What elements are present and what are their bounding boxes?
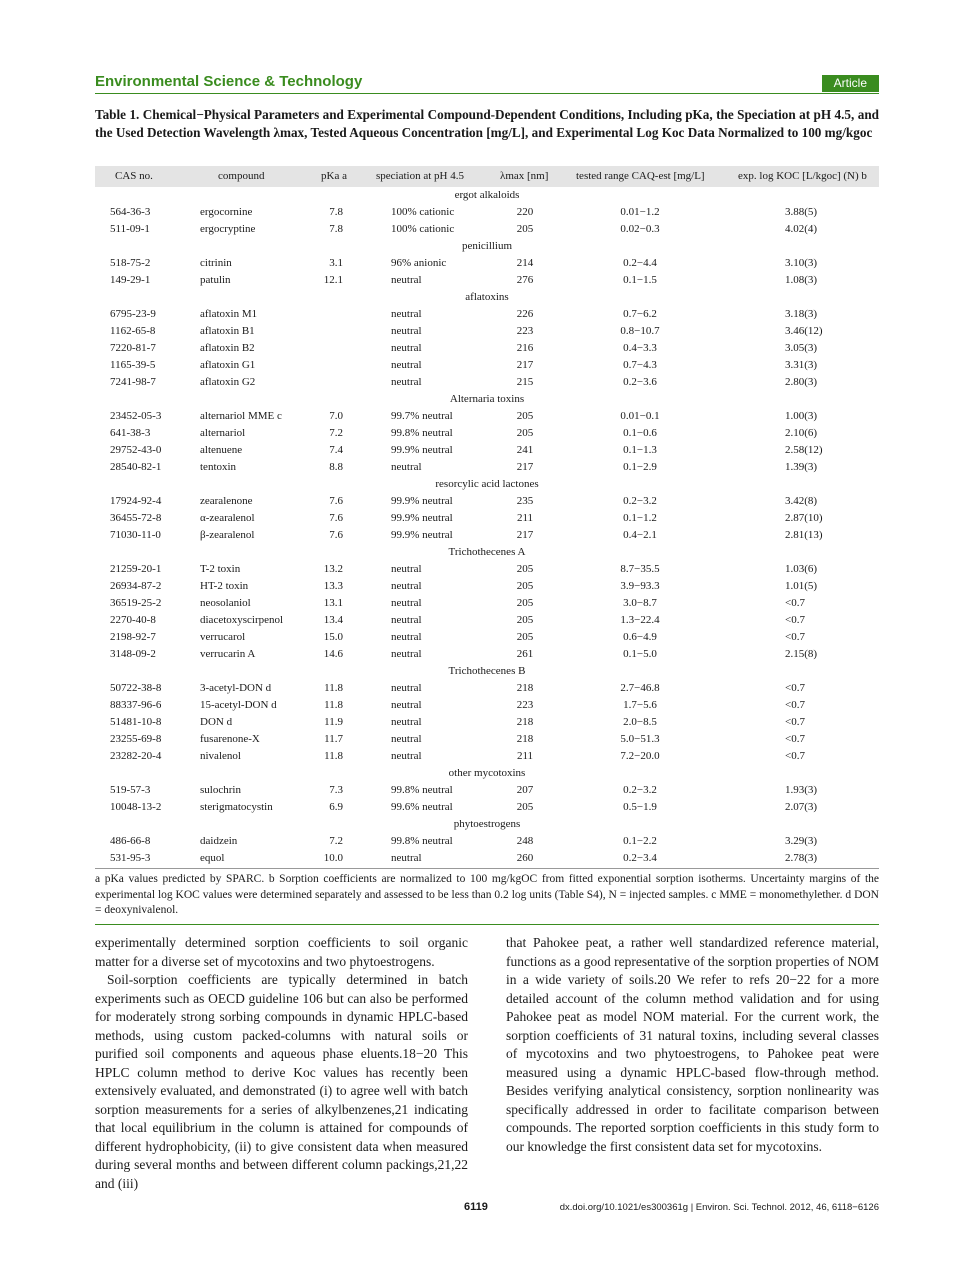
pka-cell: 8.8 [329, 461, 343, 473]
paragraph: that Pahokee peat, a rather well standardized reference material, functions as a good representative of the sorption properties of NOM in a wide variety of soils.20 We refer to refs 20−22 for a more detailed account of the column method validation and for using Pahokee peat as model NOM material. For the current work, the sorption coefficients of 31 natural toxins, including several classes of mycotoxins and two phytoestrogens, to Pahokee peat were measured using a dynamic HPLC-based flow-through method. Besides verifying analytical consistency, sorption nonlinearity was specifically addressed in order to facilitate comparison between compounds. The reported sorption coefficients in this study form to our knowledge the first consistent data set for mycotoxins. [506, 935, 879, 1154]
table-row [95, 255, 879, 272]
table-group-heading: Trichothecenes B [448, 665, 526, 677]
speciation-cell: neutral [391, 648, 422, 660]
koc-cell: 2.07(3) [785, 801, 818, 813]
speciation-cell: 99.7% neutral [391, 410, 453, 422]
koc-cell: <0.7 [785, 597, 805, 609]
range-cell: 3.9−93.3 [620, 580, 660, 592]
table-row [95, 527, 879, 544]
speciation-cell: 99.9% neutral [391, 529, 453, 541]
speciation-cell: neutral [391, 631, 422, 643]
range-cell: 0.01−0.1 [620, 410, 660, 422]
cas-cell: 23452-05-3 [110, 410, 162, 422]
header-lambda: λmax [nm] [500, 170, 549, 182]
pka-cell: 3.1 [329, 257, 343, 269]
table-group-heading: phytoestrogens [453, 818, 521, 830]
range-cell: 0.7−6.2 [623, 308, 657, 320]
compound-cell: 15-acetyl-DON d [200, 699, 277, 711]
speciation-cell: neutral [391, 699, 422, 711]
pka-cell: 6.9 [329, 801, 343, 813]
speciation-cell: neutral [391, 682, 422, 694]
table-row [95, 323, 879, 340]
table-row [95, 833, 879, 850]
compound-cell: HT-2 toxin [200, 580, 249, 592]
cas-cell: 3148-09-2 [110, 648, 156, 660]
range-cell: 5.0−51.3 [620, 733, 660, 745]
koc-cell: <0.7 [785, 750, 805, 762]
page-number: 6119 [464, 1201, 488, 1213]
koc-cell: 3.88(5) [785, 206, 818, 218]
range-cell: 0.2−3.4 [623, 852, 657, 864]
speciation-cell: neutral [391, 733, 422, 745]
cas-cell: 149-29-1 [110, 274, 151, 286]
speciation-cell: neutral [391, 750, 422, 762]
speciation-cell: neutral [391, 580, 422, 592]
koc-cell: 2.78(3) [785, 852, 818, 864]
cas-cell: 531-95-3 [110, 852, 151, 864]
pka-cell: 13.1 [323, 597, 343, 609]
koc-cell: 4.02(4) [785, 223, 818, 235]
table-row [95, 374, 879, 391]
compound-cell: fusarenone-X [200, 733, 260, 745]
lambda-cell: 260 [516, 852, 534, 864]
koc-cell: 2.10(6) [785, 427, 818, 439]
table-row [95, 595, 879, 612]
lambda-cell: 215 [516, 376, 534, 388]
table-row [95, 306, 879, 323]
pka-cell: 7.6 [329, 512, 343, 524]
cas-cell: 7241-98-7 [110, 376, 156, 388]
lambda-cell: 205 [516, 631, 534, 643]
header-range: tested range CAQ-est [mg/L] [576, 170, 705, 182]
table-row [95, 646, 879, 663]
speciation-cell: neutral [391, 852, 422, 864]
range-cell: 0.1−2.9 [623, 461, 657, 473]
footnote-rule [95, 924, 879, 925]
cas-cell: 1162-65-8 [110, 325, 156, 337]
cas-cell: 50722-38-8 [110, 682, 162, 694]
range-cell: 0.8−10.7 [620, 325, 660, 337]
pka-cell: 7.6 [329, 529, 343, 541]
koc-cell: 3.10(3) [785, 257, 818, 269]
compound-cell: DON d [200, 716, 233, 728]
table-group-heading: penicillium [461, 240, 513, 252]
lambda-cell: 205 [516, 614, 534, 626]
table-group-heading: ergot alkaloids [454, 189, 520, 201]
header-compound: compound [218, 170, 265, 182]
speciation-cell: 100% cationic [391, 223, 455, 235]
range-cell: 0.2−3.6 [623, 376, 657, 388]
koc-cell: 1.03(6) [785, 563, 818, 575]
lambda-cell: 205 [516, 223, 534, 235]
compound-cell: β-zearalenol [200, 529, 255, 541]
cas-cell: 71030-11-0 [110, 529, 161, 541]
koc-cell: 2.81(13) [785, 529, 823, 541]
lambda-cell: 217 [516, 461, 534, 473]
cas-cell: 2198-92-7 [110, 631, 156, 643]
pka-cell: 12.1 [323, 274, 343, 286]
lambda-cell: 205 [516, 427, 534, 439]
speciation-cell: 96% anionic [391, 257, 447, 269]
speciation-cell: neutral [391, 325, 422, 337]
koc-cell: 3.42(8) [785, 495, 818, 507]
speciation-cell: 99.8% neutral [391, 835, 453, 847]
table-row [95, 272, 879, 289]
caption-text: Table 1. Chemical−Physical Parameters and Experimental Compound-Dependent Conditions, Including pKa, the Speciation at pH 4.5, and the Used Detection Wavelength λmax, Tested Aqueous Concentration [mg/L], and Experimental Log Koc Data Normalized to 100 mg/kgoc [95, 107, 879, 140]
cas-cell: 518-75-2 [110, 257, 151, 269]
range-cell: 2.7−46.8 [620, 682, 660, 694]
koc-cell: <0.7 [785, 733, 805, 745]
cas-cell: 51481-10-8 [110, 716, 162, 728]
compound-cell: citrinin [200, 257, 232, 269]
compound-cell: aflatoxin B2 [200, 342, 255, 354]
table-rule [95, 868, 879, 869]
table-group-heading: Alternaria toxins [449, 393, 525, 405]
pka-cell: 11.8 [324, 750, 343, 762]
paragraph: Soil-sorption coefficients are typically determined in batch experiments such as OECD guideline 106 but can also be performed for moderately strong sorbing compounds in dynamic HPLC-based methods, using custom packed-columns with natural soils or purified soil components and aqueous phase eluents.18−20 This HPLC column method to derive Koc values has recently been extensively evaluated, and demonstrated (i) to agree well with batch sorption measurements for a series of alkylbenzenes,21 indicating that local equilibrium in the column is attained for compounds of different hydrophobicity, (ii) to give consistent data when measured during several months and between different column packings,21,22 and (iii) [95, 972, 468, 1191]
journal-title: Environmental Science & Technology [95, 73, 363, 90]
cas-cell: 36519-25-2 [110, 597, 162, 609]
compound-cell: aflatoxin G2 [200, 376, 256, 388]
table-row [95, 697, 879, 714]
speciation-cell: neutral [391, 342, 422, 354]
table-row [95, 578, 879, 595]
koc-cell: 2.80(3) [785, 376, 818, 388]
table-row [95, 493, 879, 510]
lambda-cell: 205 [516, 563, 534, 575]
table-group-heading: other mycotoxins [448, 767, 526, 779]
koc-cell: <0.7 [785, 682, 805, 694]
speciation-cell: neutral [391, 597, 422, 609]
lambda-cell: 218 [516, 733, 534, 745]
range-cell: 1.7−5.6 [623, 699, 657, 711]
lambda-cell: 217 [516, 529, 534, 541]
range-cell: 0.1−2.2 [623, 835, 657, 847]
range-cell: 0.4−2.1 [623, 529, 657, 541]
koc-cell: 3.31(3) [785, 359, 818, 371]
table-row [95, 799, 879, 816]
speciation-cell: neutral [391, 308, 422, 320]
cas-cell: 23282-20-4 [110, 750, 162, 762]
cas-cell: 26934-87-2 [110, 580, 162, 592]
table-row [95, 612, 879, 629]
table-row [95, 782, 879, 799]
koc-cell: 2.58(12) [785, 444, 823, 456]
koc-cell: 1.08(3) [785, 274, 818, 286]
lambda-cell: 218 [516, 716, 534, 728]
table-row [95, 510, 879, 527]
range-cell: 3.0−8.7 [623, 597, 657, 609]
koc-cell: <0.7 [785, 631, 805, 643]
compound-cell: aflatoxin B1 [200, 325, 255, 337]
table-row [95, 408, 879, 425]
table-row [95, 221, 879, 238]
koc-cell: 2.87(10) [785, 512, 823, 524]
koc-cell: 2.15(8) [785, 648, 818, 660]
lambda-cell: 205 [516, 580, 534, 592]
table-row [95, 748, 879, 765]
speciation-cell: neutral [391, 563, 422, 575]
pka-cell: 7.4 [329, 444, 343, 456]
range-cell: 0.1−1.3 [623, 444, 657, 456]
lambda-cell: 205 [516, 410, 534, 422]
compound-cell: tentoxin [200, 461, 237, 473]
cas-cell: 29752-43-0 [110, 444, 162, 456]
range-cell: 0.7−4.3 [623, 359, 657, 371]
compound-cell: zearalenone [200, 495, 253, 507]
speciation-cell: neutral [391, 614, 422, 626]
range-cell: 0.5−1.9 [623, 801, 657, 813]
pka-cell: 7.3 [329, 784, 343, 796]
header-pka: pKa a [321, 170, 347, 182]
range-cell: 8.7−35.5 [620, 563, 660, 575]
article-badge: Article [822, 75, 879, 92]
lambda-cell: 216 [516, 342, 534, 354]
cas-cell: 23255-69-8 [110, 733, 162, 745]
range-cell: 2.0−8.5 [623, 716, 657, 728]
pka-cell: 11.8 [324, 699, 343, 711]
cas-cell: 88337-96-6 [110, 699, 162, 711]
pka-cell: 7.8 [329, 206, 343, 218]
compound-cell: equol [200, 852, 225, 864]
pka-cell: 13.2 [323, 563, 343, 575]
koc-cell: 3.05(3) [785, 342, 818, 354]
range-cell: 0.02−0.3 [620, 223, 660, 235]
compound-cell: daidzein [200, 835, 238, 847]
speciation-cell: neutral [391, 376, 422, 388]
lambda-cell: 235 [516, 495, 534, 507]
speciation-cell: 99.6% neutral [391, 801, 453, 813]
header-koc: exp. log KOC [L/kgoc] (N) b [738, 170, 867, 182]
table-group-heading: aflatoxins [465, 291, 509, 303]
pka-cell: 7.2 [329, 835, 343, 847]
pka-cell: 15.0 [323, 631, 343, 643]
table-footnote: a pKa values predicted by SPARC. b Sorption coefficients are normalized to 100 mg/kgOC from fitted exponential sorption isotherms. Uncertainty margins of the experimental log KOC values were determined separately and assessed to be less than 0.2 log units (Table S4), N = injected samples. c MME = monomethylether. d DON = deoxynivalenol. [95, 873, 879, 916]
compound-cell: ergocornine [200, 206, 253, 218]
lambda-cell: 226 [516, 308, 534, 320]
lambda-cell: 261 [516, 648, 534, 660]
compound-cell: T-2 toxin [200, 563, 241, 575]
table-row [95, 714, 879, 731]
lambda-cell: 205 [516, 801, 534, 813]
header-rule [95, 93, 879, 94]
koc-cell: 3.29(3) [785, 835, 818, 847]
speciation-cell: neutral [391, 359, 422, 371]
table-row [95, 442, 879, 459]
table-row [95, 340, 879, 357]
lambda-cell: 205 [516, 597, 534, 609]
lambda-cell: 220 [516, 206, 534, 218]
range-cell: 0.2−4.4 [623, 257, 657, 269]
speciation-cell: neutral [391, 716, 422, 728]
compound-cell: verrucarin A [200, 648, 256, 660]
pka-cell: 11.9 [324, 716, 343, 728]
pka-cell: 7.0 [329, 410, 343, 422]
compound-cell: diacetoxyscirpenol [200, 614, 284, 626]
pka-cell: 7.6 [329, 495, 343, 507]
koc-cell: 3.46(12) [785, 325, 823, 337]
cas-cell: 17924-92-4 [110, 495, 162, 507]
speciation-cell: 99.9% neutral [391, 444, 453, 456]
pka-cell: 10.0 [323, 852, 343, 864]
lambda-cell: 211 [516, 750, 534, 762]
header-speciation: speciation at pH 4.5 [376, 170, 464, 182]
table-row [95, 680, 879, 697]
table-row [95, 850, 879, 867]
range-cell: 0.4−3.3 [623, 342, 657, 354]
cas-cell: 2270-40-8 [110, 614, 156, 626]
speciation-cell: neutral [391, 274, 422, 286]
koc-cell: <0.7 [785, 699, 805, 711]
cas-cell: 641-38-3 [110, 427, 151, 439]
pka-cell: 11.8 [324, 682, 343, 694]
table-group-heading: resorcylic acid lactones [435, 478, 539, 490]
pka-cell: 13.4 [323, 614, 343, 626]
cas-cell: 511-09-1 [110, 223, 150, 235]
compound-cell: patulin [200, 274, 231, 286]
cas-cell: 7220-81-7 [110, 342, 156, 354]
koc-cell: 3.18(3) [785, 308, 818, 320]
pka-cell: 13.3 [323, 580, 343, 592]
compound-cell: α-zearalenol [200, 512, 255, 524]
cas-cell: 486-66-8 [110, 835, 151, 847]
range-cell: 0.1−0.6 [623, 427, 657, 439]
compound-cell: ergocryptine [200, 223, 256, 235]
range-cell: 0.01−1.2 [620, 206, 660, 218]
pka-cell: 7.2 [329, 427, 343, 439]
lambda-cell: 218 [516, 682, 534, 694]
table-row [95, 425, 879, 442]
lambda-cell: 241 [516, 444, 534, 456]
paragraph: experimentally determined sorption coefficients to soil organic matter for a diverse set of mycotoxins and two phytoestrogens. [95, 935, 468, 969]
lambda-cell: 223 [516, 325, 534, 337]
cas-cell: 10048-13-2 [110, 801, 162, 813]
table-row [95, 459, 879, 476]
compound-cell: aflatoxin M1 [200, 308, 258, 320]
compound-cell: aflatoxin G1 [200, 359, 256, 371]
range-cell: 7.2−20.0 [620, 750, 660, 762]
compound-cell: nivalenol [200, 750, 241, 762]
lambda-cell: 211 [516, 512, 534, 524]
range-cell: 0.1−1.5 [623, 274, 657, 286]
compound-cell: verrucarol [200, 631, 246, 643]
body-left-column [95, 934, 468, 1193]
lambda-cell: 223 [516, 699, 534, 711]
compound-cell: sulochrin [200, 784, 241, 796]
table-header [95, 166, 879, 187]
body-right-column [506, 934, 879, 1156]
speciation-cell: neutral [391, 461, 422, 473]
compound-cell: altenuene [200, 444, 243, 456]
range-cell: 0.6−4.9 [623, 631, 657, 643]
header-cas: CAS no. [115, 170, 153, 182]
range-cell: 0.2−3.2 [623, 784, 657, 796]
speciation-cell: 100% cationic [391, 206, 455, 218]
cas-cell: 1165-39-5 [110, 359, 156, 371]
pka-cell: 11.7 [324, 733, 343, 745]
range-cell: 0.1−5.0 [623, 648, 657, 660]
koc-cell: <0.7 [785, 716, 805, 728]
speciation-cell: 99.8% neutral [391, 784, 453, 796]
pka-cell: 7.8 [329, 223, 343, 235]
koc-cell: 1.00(3) [785, 410, 818, 422]
koc-cell: 1.39(3) [785, 461, 818, 473]
range-cell: 0.1−1.2 [623, 512, 657, 524]
table-row [95, 357, 879, 374]
journal-header [95, 73, 879, 93]
table-row [95, 204, 879, 221]
lambda-cell: 217 [516, 359, 534, 371]
koc-cell: 1.93(3) [785, 784, 818, 796]
cas-cell: 519-57-3 [110, 784, 151, 796]
doi-citation: dx.doi.org/10.1021/es300361g | Environ. Sci. Technol. 2012, 46, 6118−6126 [559, 1202, 879, 1213]
range-cell: 1.3−22.4 [620, 614, 660, 626]
data-table [95, 166, 879, 867]
cas-cell: 28540-82-1 [110, 461, 162, 473]
compound-cell: neosolaniol [200, 597, 251, 609]
cas-cell: 564-36-3 [110, 206, 151, 218]
table-caption [95, 106, 879, 142]
speciation-cell: 99.8% neutral [391, 427, 453, 439]
compound-cell: 3-acetyl-DON d [200, 682, 272, 694]
cas-cell: 36455-72-8 [110, 512, 162, 524]
speciation-cell: 99.9% neutral [391, 495, 453, 507]
pka-cell: 14.6 [323, 648, 343, 660]
table-group-heading: Trichothecenes A [448, 546, 526, 558]
cas-cell: 21259-20-1 [110, 563, 162, 575]
table-row [95, 561, 879, 578]
compound-cell: alternariol MME c [200, 410, 282, 422]
table-row [95, 629, 879, 646]
range-cell: 0.2−3.2 [623, 495, 657, 507]
cas-cell: 6795-23-9 [110, 308, 156, 320]
lambda-cell: 214 [516, 257, 534, 269]
speciation-cell: 99.9% neutral [391, 512, 453, 524]
compound-cell: alternariol [200, 427, 246, 439]
table-body [95, 187, 879, 867]
lambda-cell: 207 [516, 784, 534, 796]
lambda-cell: 248 [516, 835, 534, 847]
koc-cell: 1.01(5) [785, 580, 818, 592]
koc-cell: <0.7 [785, 614, 805, 626]
table-row [95, 731, 879, 748]
lambda-cell: 276 [516, 274, 534, 286]
compound-cell: sterigmatocystin [200, 801, 273, 813]
